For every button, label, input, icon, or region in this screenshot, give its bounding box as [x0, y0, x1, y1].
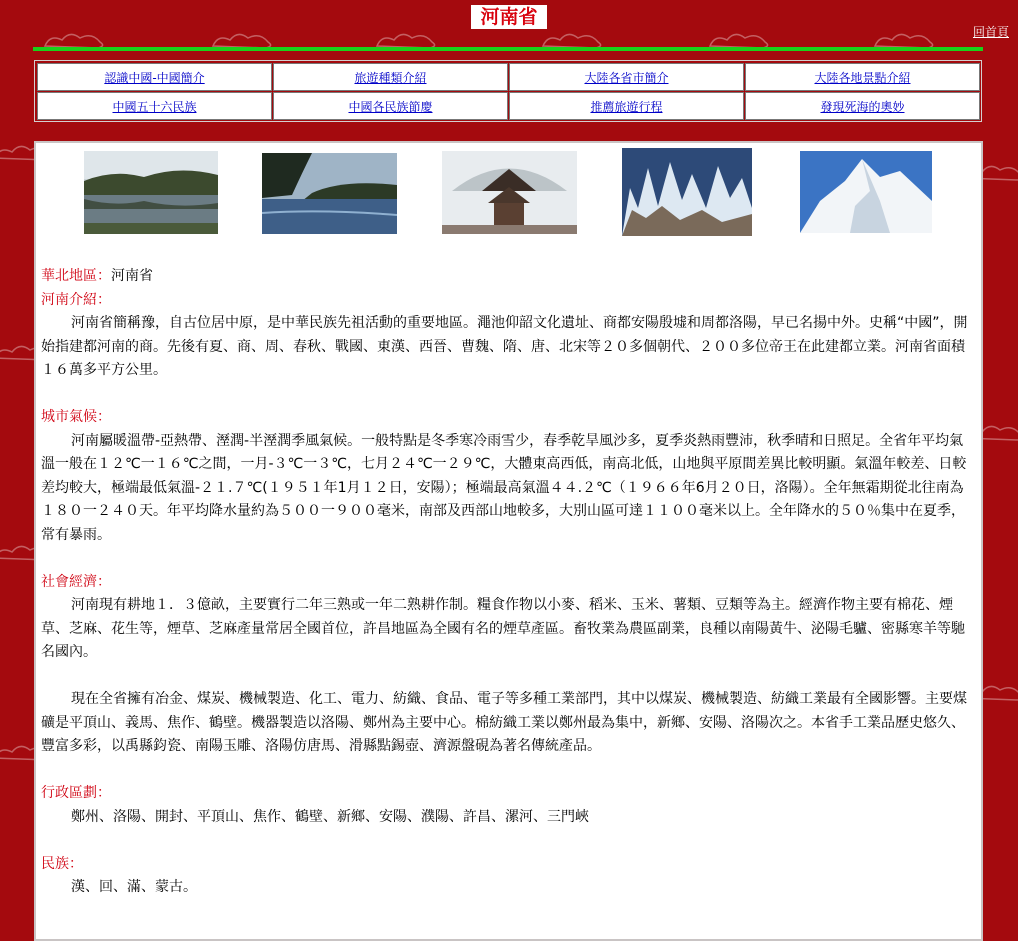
home-link[interactable]: 回首頁	[972, 25, 1009, 39]
content-panel	[34, 141, 983, 941]
economy-text-1: 河南現有耕地１．３億畝，主要實行二年三熟或一年二熟耕作制。糧食作物以小麥、稻米、玉米、薯類、豆類等為主。經濟作物主要有棉花、煙草、芝麻、花生等，煙草、芝麻產量常居全國首位，許昌地區為全國有名的煙草產區。畜牧業為農區副業，良種以南陽黃牛、泌陽毛驢、密縣寒羊等馳名國內。	[41, 597, 965, 660]
region-label: 華北地區：	[41, 268, 111, 284]
admin-text: 鄭州、洛陽、開封、平頂山、焦作、鶴壁、新鄉、安陽、濮陽、許昌、漯河、三門峽	[71, 808, 589, 825]
nav-link-travel-types[interactable]: 旅遊種類介紹	[273, 63, 508, 91]
ethnic-heading: 民族：	[41, 855, 83, 872]
region-value: 河南省	[111, 268, 153, 284]
nav-link-china-intro[interactable]: 認識中國-中國簡介	[37, 63, 272, 91]
nav-link-festivals[interactable]: 中國各民族節慶	[273, 92, 508, 120]
province-info	[41, 265, 976, 900]
climate-heading: 城市氣候：	[41, 409, 111, 425]
nav-table	[34, 60, 982, 122]
intro-text: 河南省簡稱豫，自古位居中原，是中華民族先祖活動的重要地區。澠池仰韶文化遺址、商都安陽殷墟和周都洛陽，早已名揚中外。史稱“中國”，開始指建都河南的商。先後有夏、商、周、春秋、戰國、東漢、西晉、曹魏、隋、唐、北宋等２０多個朝代、２００多位帝王在此建都立業。河南省面積１６萬多平方公里。	[41, 315, 968, 378]
divider-line	[33, 47, 983, 51]
nav-link-attractions[interactable]: 大陸各地景點介紹	[745, 63, 980, 91]
economy-heading: 社會經濟：	[41, 573, 111, 590]
lake-landscape-photo	[84, 151, 218, 234]
page-title: 河南省	[471, 5, 547, 29]
snow-mountain-photo	[800, 151, 932, 233]
economy-text-2: 現在全省擁有冶金、煤炭、機械製造、化工、電力、紡織、食品、電子等多種工業部門，其中以煤炭、機械製造、紡織工業最有全國影響。主要煤礦是平頂山、義馬、焦作、鶴壁。機器製造以洛陽、鄭州為主要中心。棉紡織工業以鄭州最為集中，新鄉、安陽、洛陽次之。本省手工業品歷史悠久、豐富多彩，以禹縣鈞瓷、南陽玉雕、洛陽仿唐馬、滑縣點錫壺、濟源盤硯為著名傳統產品。	[41, 691, 967, 754]
forest-lake-photo	[262, 153, 397, 234]
admin-heading: 行政區劃：	[41, 785, 111, 801]
nav-link-ethnic-groups[interactable]: 中國五十六民族	[37, 92, 272, 120]
ethnic-text: 漢、回、滿、蒙古。	[71, 879, 197, 895]
nav-link-provinces[interactable]: 大陸各省市簡介	[509, 63, 744, 91]
nav-link-dead-sea[interactable]: 發現死海的奧妙	[745, 92, 980, 120]
glacier-photo	[622, 148, 752, 236]
climate-text: 河南屬暖溫帶-亞熱帶、溼潤-半溼潤季風氣候。一般特點是冬季寒冷雨雪少，春季乾旱風沙多，夏季炎熱雨豐沛，秋季晴和日照足。全省年平均氣溫一般在１２℃一１６℃之間，一月-３℃一３℃，七月２４℃一２９℃，大體東高西低，南高北低，山地與平原間差異比較明顯。氣溫年較差、日較差均較大，極端最低氣溫-２１.７℃(１９５１年1月１２日，安陽）；極端最高氣溫４４.２℃（１９６６年6月２０日，洛陽）。全年無霜期從北往南為１８０一２４０天。年平均降水量約為５００一９００毫米，南部及西部山地較多，大別山區可達１１００毫米以上。全年降水的５０％集中在夏季，常有暴雨。	[41, 432, 967, 543]
nav-link-itineraries[interactable]: 推薦旅遊行程	[509, 92, 744, 120]
pagoda-photo	[442, 151, 577, 234]
intro-heading: 河南介紹：	[41, 291, 111, 308]
